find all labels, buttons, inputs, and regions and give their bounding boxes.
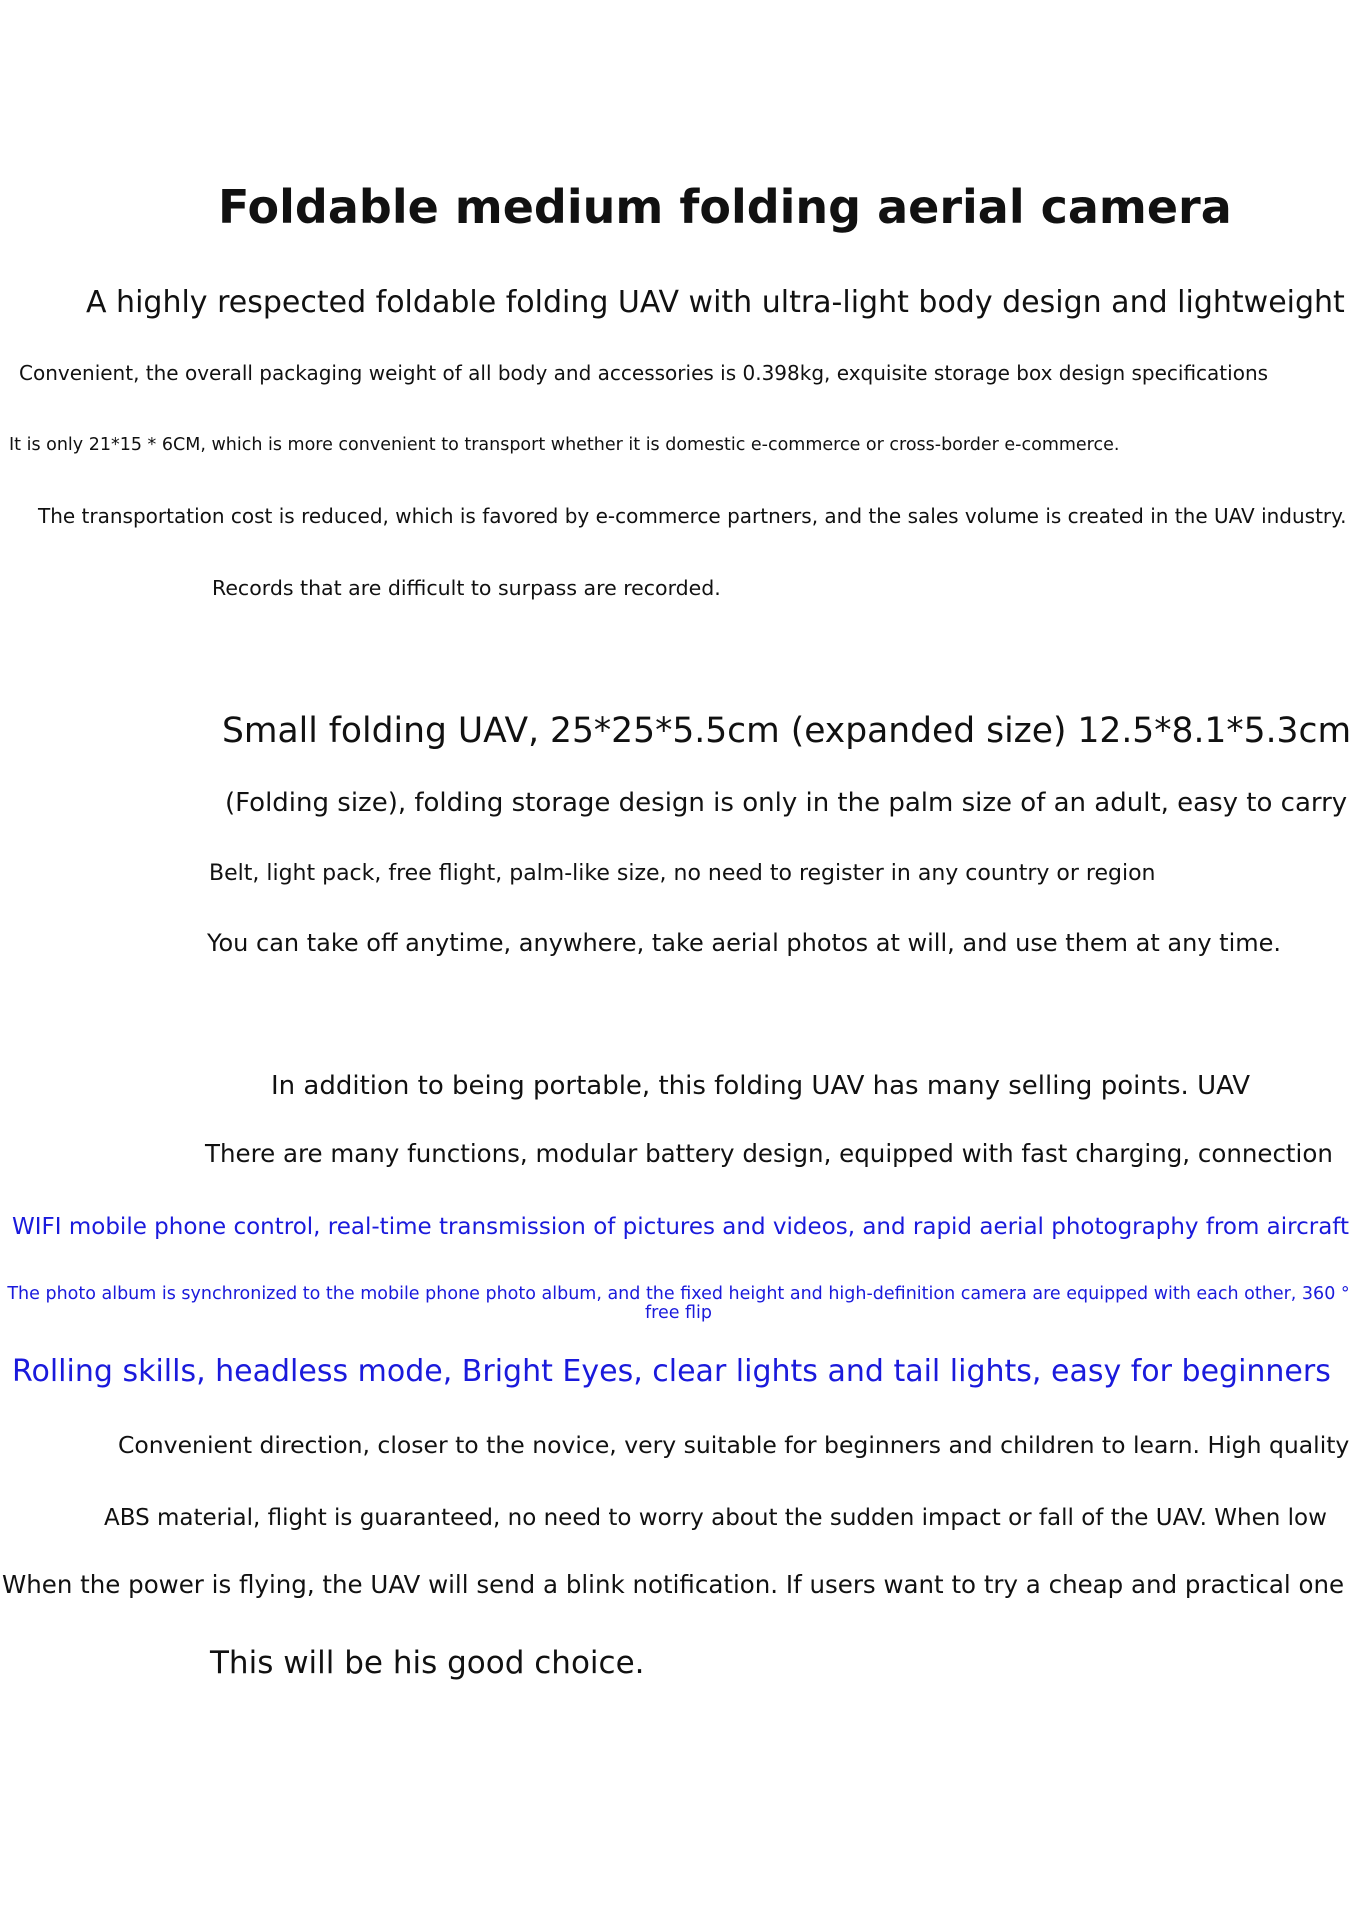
intro-line-3: It is only 21*15 * 6CM, which is more convenient to transport whether it is domestic e-commerce or cross-border e-commerce. <box>9 435 1120 455</box>
intro-line-1: A highly respected foldable folding UAV with ultra-light body design and lightweight <box>86 285 1345 320</box>
size-line-2: (Folding size), folding storage design is only in the palm size of an adult, easy to carry <box>225 788 1348 818</box>
features-line-2: There are many functions, modular battery design, equipped with fast charging, connection <box>205 1139 1333 1168</box>
intro-line-2: Convenient, the overall packaging weight of all body and accessories is 0.398kg, exquisite storage box design specifications <box>19 361 1269 385</box>
features-line-9: This will be his good choice. <box>210 1645 645 1681</box>
features-line-4: The photo album is synchronized to the mobile phone photo album, and the fixed height and high-definition camera are equipped with each other, 360 ° free flip <box>7 1284 1350 1324</box>
intro-line-5: Records that are difficult to surpass are recorded. <box>212 576 721 600</box>
size-line-3: Belt, light pack, free flight, palm-like size, no need to register in any country or region <box>209 861 1156 886</box>
size-line-4: You can take off anytime, anywhere, take aerial photos at will, and use them at any time. <box>207 929 1282 957</box>
features-line-5: Rolling skills, headless mode, Bright Eyes, clear lights and tail lights, easy for beginners <box>12 1354 1331 1389</box>
features-line-7: ABS material, flight is guaranteed, no need to worry about the sudden impact or fall of the UAV. When low <box>104 1505 1327 1531</box>
features-line-1: In addition to being portable, this folding UAV has many selling points. UAV <box>271 1071 1251 1101</box>
page-title: Foldable medium folding aerial camera <box>218 180 1232 234</box>
size-line-1: Small folding UAV, 25*25*5.5cm (expanded size) 12.5*8.1*5.3cm <box>222 711 1352 751</box>
intro-line-4: The transportation cost is reduced, which is favored by e-commerce partners, and the sales volume is created in the UAV industry. <box>38 504 1347 528</box>
features-line-6: Convenient direction, closer to the novice, very suitable for beginners and children to learn. High quality <box>118 1431 1350 1459</box>
features-line-3: WIFI mobile phone control, real-time transmission of pictures and videos, and rapid aerial photography from aircraft <box>12 1214 1349 1240</box>
features-line-8: When the power is flying, the UAV will send a blink notification. If users want to try a cheap and practical one <box>2 1570 1345 1599</box>
